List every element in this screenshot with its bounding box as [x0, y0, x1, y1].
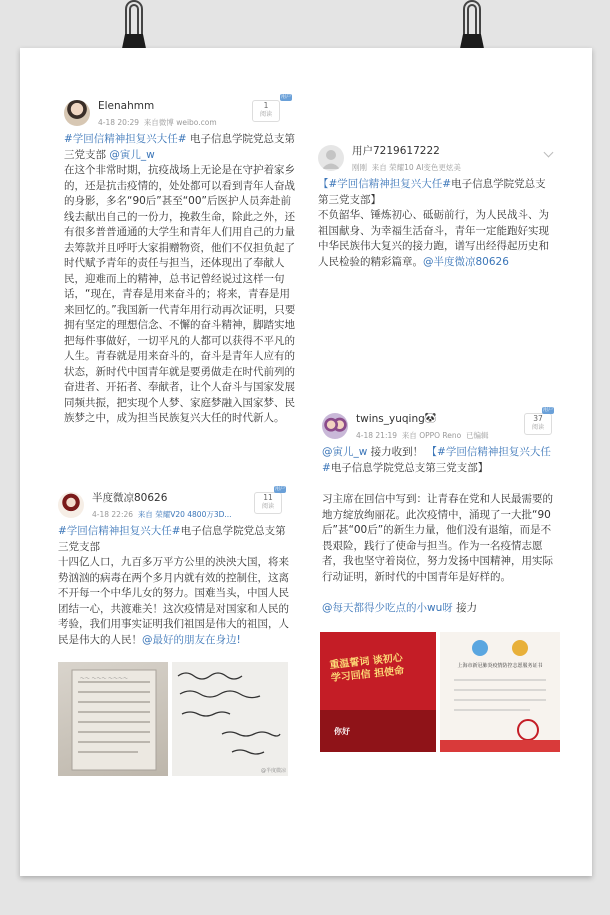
read-count-badge: 11 阅读 — [254, 492, 282, 514]
username[interactable]: 半度微凉80626 — [92, 492, 168, 504]
mention-link[interactable]: @寅儿_w — [109, 148, 155, 161]
party-poster-photo[interactable] — [320, 632, 436, 752]
certificate-title: 上海市新冠肺炎疫情防控志愿服务证书 — [457, 663, 543, 669]
user-tag-badge: 用户 — [274, 486, 285, 492]
poster-slogan: 重温誓词 谈初心 学习回信 担使命 — [329, 652, 405, 685]
post-body: #学回信精神担复兴大任#电子信息学院党总支第三党支部 十四亿人口，九百多万平方公里的泱泱大国，将来势汹汹的病毒在两个多月内就有效的控制住，这离不开每一个中华儿女的努力。国难当头，中国人民团结一心，共渡难关！这次疫情是对国家和人民的考验，我们用事实证明我们祖国是伟大的祖国，人民是伟大的人民！@最好的朋友在身边! — [58, 525, 289, 646]
post-meta: 4-18 22:26 来自 荣耀V20 4800万3D... — [92, 510, 232, 519]
mention-link[interactable]: @半度微凉80626 — [423, 255, 509, 268]
username[interactable]: twins_yuqing — [356, 413, 425, 425]
username[interactable]: 用户7219617222 — [352, 145, 440, 157]
user-avatar[interactable] — [322, 413, 348, 439]
volunteer-certificate-photo[interactable] — [440, 632, 560, 752]
next-mention-link[interactable]: @每天都得少吃点的小wu呀 — [322, 602, 453, 614]
poster-banner-text: 你好 — [334, 727, 350, 736]
weibo-post-user7219617222 — [318, 143, 556, 270]
hashtag-link[interactable]: #学回信精神担复兴大任# — [58, 525, 181, 537]
user-tag-badge: 用户 — [280, 94, 291, 100]
hashtag-link[interactable]: 【#学回信精神担复兴大任# — [318, 178, 452, 190]
user-avatar[interactable] — [58, 492, 84, 518]
read-count-badge: 37 阅读 — [524, 413, 552, 435]
weibo-post-bandu — [58, 486, 290, 648]
user-avatar[interactable] — [318, 145, 344, 171]
post-body: 【#学回信精神担复兴大任#电子信息学院党总支第三党支部】 不负韶华、锤炼初心、砥砺前行，为人民战斗、为祖国献身、为幸福生活奋斗，青年一定能跑好实现中华民族伟大复兴的接力跑，谱写出经得起历史和人民检验的精彩篇章。@半度微凉80626 — [318, 178, 549, 268]
mention-link[interactable]: @最好的朋友在身边! — [142, 633, 241, 646]
post-meta: 刚刚 来自 荣耀10 AI变色更炫美 — [352, 163, 461, 172]
image-watermark: @半度微凉 — [260, 768, 286, 774]
handwriting-note-photo[interactable] — [172, 662, 288, 776]
svg-text:～～ ～～～ ～～～～: ～～ ～～～ ～～～～ — [80, 676, 129, 682]
hashtag-link[interactable]: #学回信精神担复兴大任# — [64, 133, 187, 145]
weibo-post-elenahmm — [64, 94, 296, 427]
user-avatar[interactable] — [64, 100, 90, 126]
weibo-post-twins-yuqing — [322, 407, 558, 617]
username[interactable]: Elenahmm — [98, 100, 155, 112]
panda-icon: 🐼 — [424, 413, 437, 424]
handwritten-letter-photo[interactable] — [58, 662, 168, 776]
read-count-badge: 1 阅读 — [252, 100, 280, 122]
post-body: @寅儿_w 接力收到！ 【#学回信精神担复兴大任#电子信息学院党总支第三党支部】 习主席在回信中写到：让青春在党和人民最需要的地方绽放绚丽花。此次疫情中，涌现了一大批“90后”甚“00后”的新生力量，他们没有退缩，而是不畏艰险，践行了使命与担当。作为一名疫情志愿者，我也坚守着岗位，努力发扬中国精神，用实际行动证明，新时代的中国青年是好样的。 @每天都得少吃点的小wu呀 接力 — [322, 446, 553, 614]
chevron-down-icon[interactable] — [544, 148, 554, 158]
post-meta: 4-18 21:19 来自 OPPO Reno 已编辑 — [356, 431, 489, 440]
post-meta: 4-18 20:29 来自微博 weibo.com — [98, 118, 217, 127]
post-body: #学回信精神担复兴大任# 电子信息学院党总支第三党支部 @寅儿_w 在这个非常时期，抗疫战场上无论是在守护着家乡的，还是抗击疫情的，处处都可以看到青年人奋战的身影，多名“90后”甚至“00”后医护人员奔赴前线去献出自己的一份力，挽救生命，除此之外，还有很多普普通通的大学生和青年人们用自己的力量去筹款并且呼吁大家捐赠物资，他们不仅担负起了时代赋予青年的责任与担当，还体现出了奉献人民，迎难而上的精神，总书记曾经说过这样一句话，“现在，青春是用来奋斗的；将来，青春是用来回忆的。”我国新一代青年用行动再次证明，只要拥有坚定的理想信念、不懈的奋斗精神，脚踏实地把每件事做好，一切平凡的人都可以获得不平凡的人生。青春就是用来奋斗的，奋斗是青年人应有的状态，新时代中国青年就是要勇做走在时代前列的奋进者、开拓者、奉献者，让个人奋斗与国家发展同频共振，把实现个人梦、家庭梦融入国家梦、民族梦之中，成为担当民族复兴大任的时代新人。 — [64, 133, 296, 424]
user-tag-badge: 用户 — [542, 407, 553, 413]
hashtag-link[interactable]: 【#学回信精神担复兴大任# — [322, 446, 551, 474]
mention-link[interactable]: @寅儿_w — [322, 446, 368, 458]
